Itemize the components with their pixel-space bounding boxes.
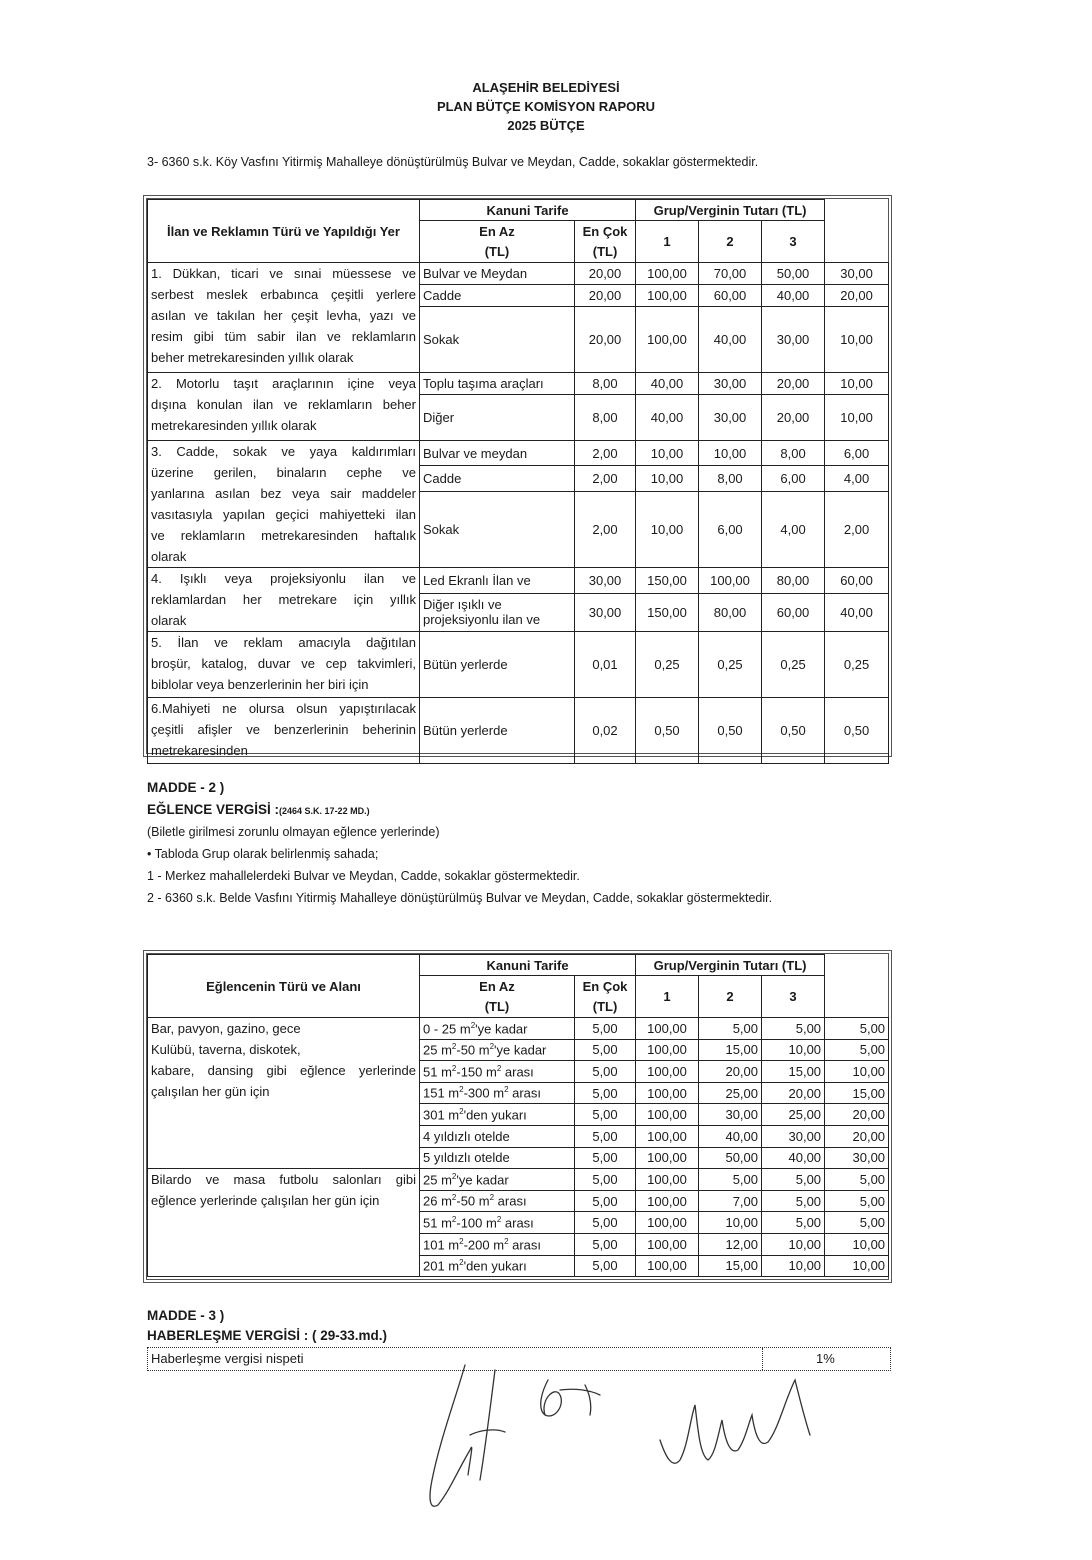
max-tariff: 10,00 [636,441,699,466]
description-line: üzerine gerilen, binaların cephe ve [151,465,416,480]
place-cell [420,466,575,491]
area-range-cell [420,1018,575,1040]
area-range-start: 201 m [423,1258,460,1274]
min-tariff: 5,00 [575,1018,636,1040]
min-tariff: 2,00 [575,441,636,466]
area-unit-exponent: 2 [504,1085,509,1095]
group-1-amount: 20,00 [699,1061,762,1083]
en-cok-header: En Çok [575,976,636,997]
description-line: reklamlardan her metrekare için yıllık [151,592,416,607]
area-range-suffix: arası [508,1236,542,1252]
group-3-amount: 5,00 [825,1212,889,1234]
group-3-amount: 15,00 [825,1082,889,1104]
area-range-suffix: 'ye kadar [456,1172,509,1188]
en-az-header: En Az [420,221,575,242]
madde2-title: MADDE - 2 ) [147,780,225,795]
area-range-suffix: 'den yukarı [463,1258,527,1274]
place-cell [420,263,575,285]
grup-header: Grup/Verginin Tutarı (TL) [636,955,825,976]
group-3-header: 3 [762,221,825,263]
group-2-amount: 5,00 [762,1169,825,1191]
place-cell [420,395,575,441]
group-1-amount: 5,00 [699,1169,762,1191]
group-2-amount: 5,00 [762,1190,825,1212]
group-2-amount: 10,00 [762,1255,825,1277]
group-3-amount: 2,00 [825,491,889,567]
max-tariff: 100,00 [636,1255,699,1277]
group-3-amount: 10,00 [825,1061,889,1083]
area-unit-exponent: 2 [459,1107,464,1116]
min-tariff: 5,00 [575,1233,636,1255]
group-1-amount: 15,00 [699,1255,762,1277]
item-description [148,568,420,632]
area-range-start: 5 yıldızlı otelde [423,1150,510,1166]
min-tariff: 5,00 [575,1061,636,1083]
description-line: beher metrekaresinden yıllık olarak [151,350,354,365]
description-line: ve reklamların metrekaresinden haftalık [151,528,416,543]
group-3-amount: 60,00 [825,568,889,594]
min-tariff: 2,00 [575,491,636,567]
area-range-cell [420,1147,575,1169]
en-cok-header: En Çok [575,221,636,242]
table2-row [148,1169,889,1191]
area-range-start: 101 m [423,1236,460,1252]
max-tariff: 100,00 [636,1082,699,1104]
group-3-amount: 10,00 [825,395,889,441]
group-1-amount: 7,00 [699,1190,762,1212]
max-tariff: 100,00 [636,1169,699,1191]
madde2-subtitle-ref: (2464 S.K. 17-22 MD.) [279,806,370,816]
item-description [148,1169,420,1277]
area-range-end: -50 m [456,1193,490,1209]
group-2-amount: 4,00 [762,491,825,567]
min-tariff: 8,00 [575,395,636,441]
en-az-unit: (TL) [420,242,575,263]
group-3-amount: 4,00 [825,466,889,491]
description-line: Kulübü, taverna, diskotek, [151,1042,301,1057]
place-cell [420,441,575,466]
madde3-title: MADDE - 3 ) [147,1308,225,1323]
area-range-cell [420,1169,575,1191]
entertainment-tax-table [147,954,889,1277]
place-cell [420,307,575,373]
description-line: 3. Cadde, sokak ve yaya kaldırımları [151,444,416,459]
max-tariff: 100,00 [636,1125,699,1147]
column-title-cell [148,955,420,1018]
area-range-start: 301 m [423,1107,460,1123]
area-unit-exponent: 2 [459,1236,464,1246]
max-tariff: 40,00 [636,373,699,395]
item-description [148,373,420,441]
max-tariff: 40,00 [636,395,699,441]
area-unit-exponent: 2 [496,1063,502,1073]
area-range-suffix: arası [501,1215,534,1231]
table2-row [148,1018,889,1040]
group-1-amount: 10,00 [699,441,762,466]
table1-row [148,441,889,466]
min-tariff: 30,00 [575,568,636,594]
municipality-title: ALAŞEHİR BELEDİYESİ [472,80,620,95]
kanuni-tarife-header: Kanuni Tarife [420,955,636,976]
group-1-amount: 6,00 [699,491,762,567]
group-1-amount: 12,00 [699,1233,762,1255]
area-range-start: 51 m [423,1064,452,1080]
min-tariff: 0,02 [575,698,636,764]
en-cok-unit: (TL) [575,997,636,1018]
item-description [148,1018,420,1169]
area-range-cell [420,1061,575,1083]
description-line: 4. Işıklı veya projeksiyonlu ilan ve [151,571,416,586]
area-range-end: -50 m [456,1042,490,1058]
en-cok-unit: (TL) [575,242,636,263]
place-label: Cadde [423,288,462,303]
max-tariff: 100,00 [636,1233,699,1255]
max-tariff: 100,00 [636,285,699,307]
group-2-amount: 20,00 [762,373,825,395]
group-2-amount: 15,00 [762,1061,825,1083]
max-tariff: 100,00 [636,1018,699,1040]
area-unit-exponent: 2 [496,1214,502,1224]
place-label: Cadde [423,471,462,487]
group-2-amount: 10,00 [762,1039,825,1061]
description-line: 2. Motorlu taşıt araçlarının içine veya [151,376,416,391]
group-1-amount: 80,00 [699,593,762,631]
area-range-start: 0 - 25 m [423,1020,471,1036]
place-label: Bulvar ve Meydan [423,266,528,281]
intro-note: 3- 6360 s.k. Köy Vasfını Yitirmiş Mahalleye dönüştürülmüş Bulvar ve Meydan, Cadde, sokaklar göstermektedir. [147,155,759,169]
madde2-subtitle-text: EĞLENCE VERGİSİ : [147,802,280,817]
area-unit-exponent: 2 [470,1020,476,1030]
column-title: Eğlencenin Türü ve Alanı [206,978,361,994]
description-line: 5. İlan ve reklam amacıyla dağıtılan [151,635,416,650]
max-tariff: 10,00 [636,491,699,567]
group-3-amount: 5,00 [825,1169,889,1191]
group-3-amount: 30,00 [825,263,889,285]
description-line: 1. Dükkan, ticari ve sınai müessese ve [151,266,416,281]
description-line: olarak [151,549,187,564]
max-tariff: 100,00 [636,1212,699,1234]
min-tariff: 5,00 [575,1212,636,1234]
item-description [148,632,420,698]
group-3-amount: 20,00 [825,1104,889,1126]
area-unit-exponent: 2 [489,1193,495,1203]
area-range-start: 51 m [423,1215,452,1231]
group-2-amount: 5,00 [762,1212,825,1234]
madde2-line-4: 2 - 6360 s.k. Belde Vasfını Yitirmiş Mahalleye dönüştürülmüş Bulvar ve Meydan, Cadde, sokaklar göstermektedir. [147,891,773,905]
area-unit-exponent: 2 [451,1063,457,1073]
min-tariff: 30,00 [575,593,636,631]
place-cell [420,568,575,594]
group-3-amount: 10,00 [825,307,889,373]
area-unit-exponent: 2 [489,1042,495,1052]
max-tariff: 150,00 [636,593,699,631]
group-1-amount: 5,00 [699,1018,762,1040]
group-2-amount: 10,00 [762,1233,825,1255]
group-1-amount: 15,00 [699,1039,762,1061]
min-tariff: 5,00 [575,1039,636,1061]
area-range-suffix: arası [494,1193,527,1209]
group-2-amount: 8,00 [762,441,825,466]
place-label: Bütün yerlerde [423,657,508,672]
group-3-amount: 5,00 [825,1018,889,1040]
max-tariff: 0,25 [636,632,699,698]
signature-2 [541,1380,600,1416]
en-az-header: En Az [420,976,575,997]
description-line: dışına konulan ilan ve reklamların beher [151,397,416,412]
max-tariff: 100,00 [636,1104,699,1126]
description-line: asılan ve takılan her çeşit levha, yazı ve [151,308,416,323]
group-3-header: 3 [762,976,825,1018]
group-1-amount: 0,25 [699,632,762,698]
area-unit-exponent: 2 [451,1214,457,1224]
description-line: biblolar veya benzerlerinin her biri için [151,677,369,692]
min-tariff: 2,00 [575,466,636,491]
max-tariff: 100,00 [636,263,699,285]
group-1-amount: 100,00 [699,568,762,594]
madde3-subtitle: HABERLEŞME VERGİSİ : ( 29-33.md.) [147,1328,388,1343]
group-3-amount: 30,00 [825,1147,889,1169]
kanuni-tarife-header: Kanuni Tarife [420,200,636,221]
group-1-amount: 30,00 [699,395,762,441]
group-1-amount: 8,00 [699,466,762,491]
min-tariff: 5,00 [575,1255,636,1277]
grup-header: Grup/Verginin Tutarı (TL) [636,200,825,221]
description-line: metrekaresinden [151,743,248,758]
advertising-tax-table [147,199,889,764]
group-3-amount: 20,00 [825,285,889,307]
group-2-amount: 6,00 [762,466,825,491]
group-2-header: 2 [699,221,762,263]
place-label: Diğer [423,410,455,425]
group-1-amount: 25,00 [699,1082,762,1104]
place-label: Diğer ışıklı ve [423,597,502,613]
area-unit-exponent: 2 [459,1085,464,1095]
place-label: Bulvar ve meydan [423,445,528,461]
en-az-unit: (TL) [420,997,575,1018]
area-unit-exponent: 2 [451,1042,457,1052]
place-label-cont: projeksiyonlu ilan ve [423,612,541,628]
group-1-header: 1 [636,976,699,1018]
area-range-start: 25 m [423,1042,452,1058]
area-range-end: -100 m [456,1215,497,1231]
item-description [148,263,420,373]
description-line: vasıtasıyla yapılan geçici mahiyetteki ilan [151,507,416,522]
place-cell [420,373,575,395]
description-line: Bar, pavyon, gazino, gece [151,1021,301,1036]
place-label: Sokak [423,521,460,537]
group-2-amount: 20,00 [762,1082,825,1104]
group-1-amount: 30,00 [699,1104,762,1126]
area-range-suffix: 'ye kadar [475,1020,528,1036]
group-3-amount: 5,00 [825,1039,889,1061]
area-range-end: -300 m [463,1085,505,1101]
column-title: İlan ve Reklamın Türü ve Yapıldığı Yer [167,223,400,239]
group-2-amount: 20,00 [762,395,825,441]
area-range-cell [420,1104,575,1126]
group-3-amount: 5,00 [825,1190,889,1212]
document-header [0,78,1092,135]
header-row [148,200,889,221]
place-label: Sokak [423,332,460,347]
header-row [148,955,889,976]
madde2-subtitle [147,802,370,817]
min-tariff: 5,00 [575,1169,636,1191]
budget-year: 2025 BÜTÇE [507,118,585,133]
area-range-cell [420,1125,575,1147]
madde2-line-2: • Tabloda Grup olarak belirlenmiş sahada; [147,847,379,861]
min-tariff: 5,00 [575,1125,636,1147]
table1-row [148,568,889,594]
group-3-amount: 0,25 [825,632,889,698]
group-2-amount: 25,00 [762,1104,825,1126]
area-range-cell [420,1255,575,1277]
group-1-header: 1 [636,221,699,263]
min-tariff: 5,00 [575,1147,636,1169]
group-3-amount: 6,00 [825,441,889,466]
max-tariff: 100,00 [636,1061,699,1083]
area-range-suffix: arası [501,1064,534,1080]
description-line: çeşitli afişler ve benzerlerinin beherinin [151,722,416,737]
group-2-amount: 0,50 [762,698,825,764]
area-range-suffix: 'ye kadar [494,1042,547,1058]
group-3-amount: 10,00 [825,1255,889,1277]
min-tariff: 20,00 [575,307,636,373]
area-range-cell [420,1082,575,1104]
area-range-end: -200 m [463,1236,505,1252]
group-1-amount: 40,00 [699,1125,762,1147]
place-cell [420,593,575,631]
min-tariff: 20,00 [575,285,636,307]
min-tariff: 8,00 [575,373,636,395]
description-line: resim gibi tüm sabir ilan ve reklamların [151,329,416,344]
group-2-amount: 0,25 [762,632,825,698]
item-description [148,698,420,764]
signature-1 [430,1365,505,1506]
area-range-cell [420,1039,575,1061]
max-tariff: 100,00 [636,307,699,373]
description-line: 6.Mahiyeti ne olursa olsun yapıştırılacak [151,701,416,716]
min-tariff: 20,00 [575,263,636,285]
area-range-end: -150 m [456,1064,497,1080]
place-cell [420,285,575,307]
description-line: Bilardo ve masa futbolu salonları gibi [151,1172,416,1188]
max-tariff: 100,00 [636,1039,699,1061]
area-range-start: 25 m [423,1172,452,1188]
place-label: Led Ekranlı İlan ve [423,572,531,588]
min-tariff: 0,01 [575,632,636,698]
place-cell [420,698,575,764]
column-title-cell [148,200,420,263]
group-2-amount: 60,00 [762,593,825,631]
description-line: broşür, katalog, duvar ve cep takvimleri, [151,656,416,671]
area-range-start: 26 m [423,1193,452,1209]
group-1-amount: 40,00 [699,307,762,373]
madde2-line-1: (Biletle girilmesi zorunlu olmayan eğlence yerlerinde) [147,825,440,839]
area-range-start: 4 yıldızlı otelde [423,1128,510,1144]
area-unit-exponent: 2 [451,1193,457,1203]
group-3-amount: 20,00 [825,1125,889,1147]
signature-3 [660,1380,810,1463]
min-tariff: 5,00 [575,1190,636,1212]
signatures [0,1360,1092,1560]
place-label: Bütün yerlerde [423,723,508,738]
description-line: serbest meslek erbabınca çeşitli yerlere [151,287,416,302]
group-1-amount: 0,50 [699,698,762,764]
group-1-amount: 70,00 [699,263,762,285]
group-1-amount: 50,00 [699,1147,762,1169]
description-line: metrekaresinden yıllık olarak [151,418,317,433]
max-tariff: 100,00 [636,1190,699,1212]
place-label: Toplu taşıma araçları [423,376,544,391]
group-3-amount: 10,00 [825,373,889,395]
area-range-cell [420,1190,575,1212]
group-2-amount: 30,00 [762,307,825,373]
description-line: kabare, dansing gibi eğlence yerlerinde [151,1063,416,1078]
min-tariff: 5,00 [575,1104,636,1126]
place-cell [420,491,575,567]
table1-row [148,698,889,764]
group-2-amount: 50,00 [762,263,825,285]
max-tariff: 0,50 [636,698,699,764]
max-tariff: 150,00 [636,568,699,594]
communication-tax-value: 1% [816,1351,835,1366]
group-2-amount: 40,00 [762,1147,825,1169]
group-3-amount: 10,00 [825,1233,889,1255]
table1-row [148,373,889,395]
description-line: çalışılan her gün için [151,1084,270,1099]
madde2-line-3: 1 - Merkez mahallelerdeki Bulvar ve Meydan, Cadde, sokaklar göstermektedir. [147,869,580,883]
item-description [148,441,420,568]
description-line: eğlence yerlerinde çalışılan her gün için [151,1193,380,1209]
place-cell [420,632,575,698]
group-2-amount: 30,00 [762,1125,825,1147]
group-3-amount: 40,00 [825,593,889,631]
group-2-header: 2 [699,976,762,1018]
area-unit-exponent: 2 [451,1171,457,1181]
area-range-start: 151 m [423,1085,460,1101]
group-1-amount: 10,00 [699,1212,762,1234]
area-range-cell [420,1233,575,1255]
description-line: yanlarına asılan bez veya sair maddeler [151,486,416,501]
max-tariff: 100,00 [636,1147,699,1169]
table1-row [148,263,889,285]
group-2-amount: 5,00 [762,1018,825,1040]
max-tariff: 10,00 [636,466,699,491]
group-3-amount: 0,50 [825,698,889,764]
area-unit-exponent: 2 [504,1236,509,1246]
description-line: olarak [151,613,187,628]
min-tariff: 5,00 [575,1082,636,1104]
area-range-suffix: arası [508,1085,542,1101]
group-2-amount: 80,00 [762,568,825,594]
report-title: PLAN BÜTÇE KOMİSYON RAPORU [436,99,656,114]
communication-tax-label: Haberleşme vergisi nispeti [151,1351,304,1366]
area-range-suffix: 'den yukarı [463,1107,527,1123]
table1-row [148,632,889,698]
group-1-amount: 60,00 [699,285,762,307]
group-1-amount: 30,00 [699,373,762,395]
area-range-cell [420,1212,575,1234]
area-unit-exponent: 2 [459,1258,464,1268]
group-2-amount: 40,00 [762,285,825,307]
